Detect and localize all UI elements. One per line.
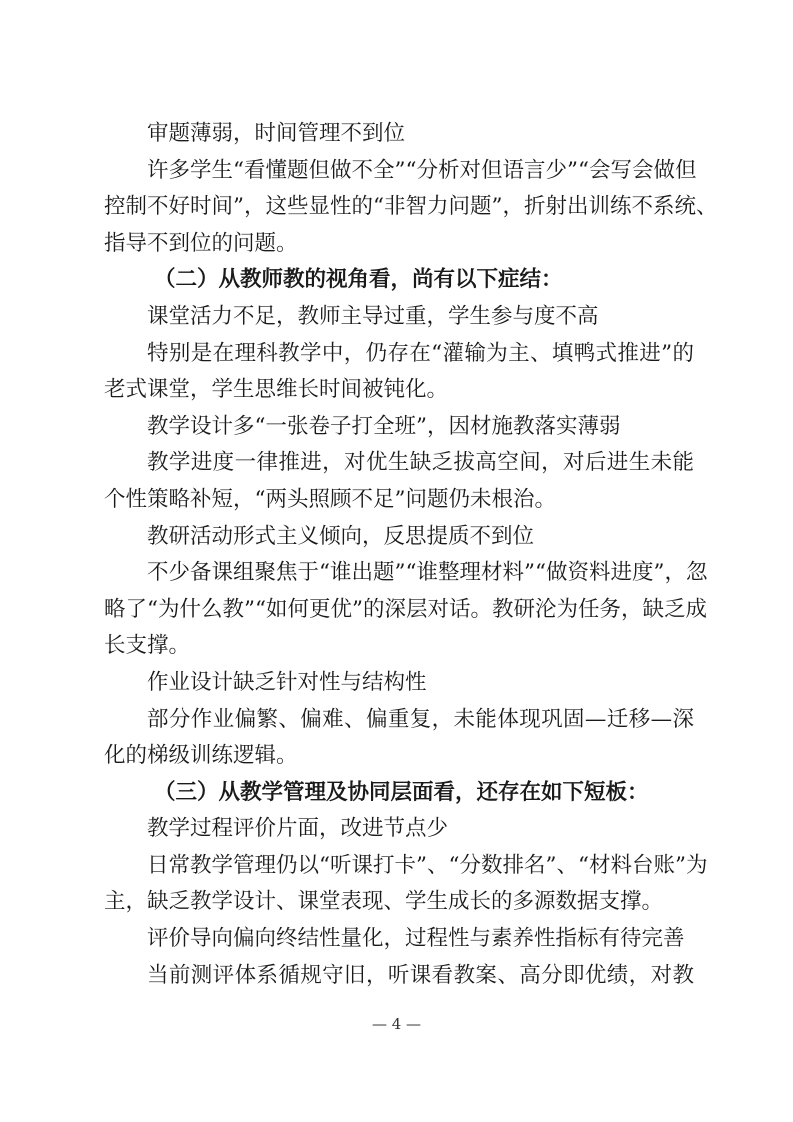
paragraph-line: 指导不到位的问题。 (104, 230, 298, 256)
section-heading: （二）从教师教的视角看，尚有以下症结： (154, 267, 563, 293)
paragraph-line: 许多学生“看懂题但做不全”“分析对但语言少”“会写会做但 (147, 157, 697, 183)
paragraph-line: 控制不好时间”，这些显性的“非智力问题”，折射出训练不系统、 (104, 194, 718, 220)
document-body (104, 116, 718, 994)
paragraph-line: 部分作业偏繁、偏难、偏重复，未能体现巩固—迁移—深 (147, 706, 694, 732)
subheading-line: 教学设计多“一张卷子打全班”，因材施教落实薄弱 (147, 413, 621, 439)
subheading-line: 评价导向偏向终结性量化，过程性与素养性指标有待完善 (147, 926, 685, 952)
paragraph-line: 特别是在理科教学中，仍存在“灌输为主、填鸭式推进”的 (147, 340, 694, 366)
page-number: — 4 — (371, 1015, 422, 1033)
paragraph-line: 老式课堂，学生思维长时间被钝化。 (104, 377, 449, 403)
paragraph-line: 个性策略补短，“两头照顾不足”问题仍未根治。 (104, 486, 556, 512)
subheading-line: 审题薄弱，时间管理不到位 (147, 121, 406, 146)
subheading-line: 教研活动形式主义倾向，反思提质不到位 (147, 523, 535, 549)
paragraph-line: 教学进度一律推进，对优生缺乏拔高空间，对后进生未能 (147, 450, 694, 476)
paragraph-line: 化的梯级训练逻辑。 (104, 743, 298, 769)
paragraph-line: 长支撑。 (104, 633, 191, 659)
subheading-line: 课堂活力不足，教师主导过重，学生参与度不高 (147, 303, 599, 329)
paragraph-line: 不少备课组聚焦于“谁出题”“谁整理材料”“做资料进度”，忽 (147, 560, 708, 586)
subheading-line: 教学过程评价片面，改进节点少 (147, 816, 449, 842)
paragraph-line: 日常教学管理仍以“听课打卡”、“分数排名”、“材料台账”为 (147, 852, 708, 878)
subheading-line: 作业设计缺乏针对性与结构性 (147, 669, 427, 695)
section-heading: （三）从教学管理及协同层面看，还存在如下短板： (154, 779, 649, 805)
paragraph-line: 主，缺乏教学设计、课堂表现、学生成长的多源数据支撑。 (104, 889, 664, 915)
paragraph-line: 当前测评体系循规守旧，听课看教案、高分即优绩，对教 (147, 962, 694, 988)
paragraph-line: 略了“为什么教”“如何更优”的深层对话。教研沦为任务，缺乏成 (104, 596, 707, 622)
